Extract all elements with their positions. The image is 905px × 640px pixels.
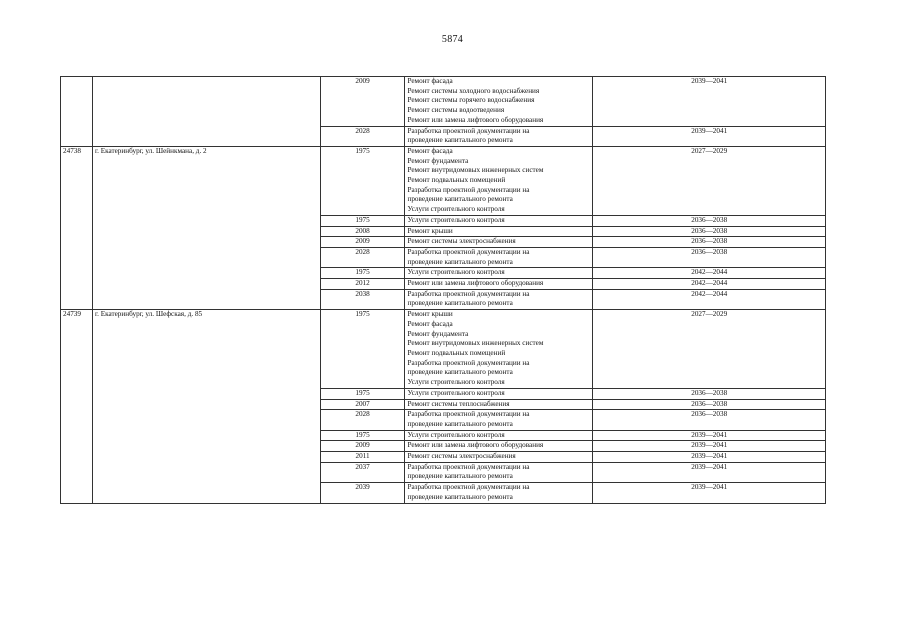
work-item: Услуги строительного контроля	[407, 268, 505, 277]
work-item: Ремонт системы теплоснабжения	[407, 399, 510, 408]
period-cell: 2039—2041	[593, 430, 826, 441]
table-row	[61, 77, 826, 127]
work-item: Ремонт системы водоотведения	[407, 106, 505, 115]
period-cell: 2039—2041	[593, 77, 826, 127]
address-cell: г. Екатеринбург, ул. Шейнкмана, д. 2	[92, 146, 320, 309]
work-item: Разработка проектной документации на	[407, 410, 530, 419]
year-cell: 2028	[320, 410, 405, 430]
works-cell	[405, 289, 593, 309]
work-item: Ремонт фундамента	[407, 329, 469, 338]
year-cell: 2037	[320, 462, 405, 482]
work-item: проведение капитального ремонта	[407, 419, 513, 428]
period-cell: 2039—2041	[593, 126, 826, 146]
work-item: Ремонт крыши	[407, 310, 453, 319]
capital-repair-table	[60, 76, 826, 504]
work-item: проведение капитального ремонта	[407, 195, 513, 204]
works-cell	[405, 310, 593, 389]
table-body	[61, 77, 826, 504]
work-item: Ремонт фасада	[407, 146, 453, 155]
work-item: Ремонт фасада	[407, 319, 453, 328]
works-cell	[405, 483, 593, 503]
works-cell	[405, 462, 593, 482]
year-cell: 2008	[320, 226, 405, 237]
period-cell: 2027—2029	[593, 146, 826, 215]
period-cell: 2036—2038	[593, 399, 826, 410]
works-cell	[405, 279, 593, 290]
work-item: Ремонт подвальных помещений	[407, 176, 506, 185]
work-item: Ремонт фундамента	[407, 156, 469, 165]
works-cell	[405, 247, 593, 267]
year-cell: 2007	[320, 399, 405, 410]
work-item: проведение капитального ремонта	[407, 368, 513, 377]
work-item: проведение капитального ремонта	[407, 257, 513, 266]
period-cell: 2036—2038	[593, 226, 826, 237]
works-cell	[405, 237, 593, 248]
year-cell: 1975	[320, 146, 405, 215]
work-item: Разработка проектной документации на	[407, 185, 530, 194]
period-cell: 2042—2044	[593, 289, 826, 309]
table-row	[61, 146, 826, 215]
work-item: Разработка проектной документации на	[407, 126, 530, 135]
work-item: Разработка проектной документации на	[407, 358, 530, 367]
work-item: Ремонт внутридомовых инженерных систем	[407, 166, 544, 175]
work-item: Услуги строительного контроля	[407, 430, 505, 439]
object-id-cell: 24739	[61, 310, 93, 503]
period-cell: 2039—2041	[593, 452, 826, 463]
work-item: Ремонт системы горячего водоснабжения	[407, 96, 535, 105]
work-item: проведение капитального ремонта	[407, 136, 513, 145]
year-cell: 1975	[320, 215, 405, 226]
works-cell	[405, 226, 593, 237]
address-cell: г. Екатеринбург, ул. Шефская, д. 85	[92, 310, 320, 503]
works-cell	[405, 215, 593, 226]
year-cell: 1975	[320, 430, 405, 441]
work-item: проведение капитального ремонта	[407, 472, 513, 481]
period-cell: 2039—2041	[593, 441, 826, 452]
period-cell: 2039—2041	[593, 483, 826, 503]
year-cell: 2028	[320, 126, 405, 146]
work-item: проведение капитального ремонта	[407, 492, 513, 501]
work-item: Ремонт системы холодного водоснабжения	[407, 86, 540, 95]
work-item: Услуги строительного контроля	[407, 205, 505, 214]
works-cell	[405, 146, 593, 215]
work-item: Ремонт фасада	[407, 77, 453, 85]
object-id-cell: 24738	[61, 146, 93, 309]
work-item: Услуги строительного контроля	[407, 378, 505, 387]
works-cell	[405, 430, 593, 441]
works-cell	[405, 77, 593, 127]
year-cell: 1975	[320, 310, 405, 389]
work-item: Ремонт системы электроснабжения	[407, 237, 516, 246]
work-item: Ремонт или замена лифтового оборудования	[407, 115, 544, 124]
works-cell	[405, 441, 593, 452]
period-cell: 2036—2038	[593, 237, 826, 248]
page-number: 5874	[441, 34, 464, 45]
period-cell: 2036—2038	[593, 215, 826, 226]
works-cell	[405, 126, 593, 146]
work-item: Ремонт подвальных помещений	[407, 348, 506, 357]
period-cell: 2036—2038	[593, 410, 826, 430]
period-cell: 2027—2029	[593, 310, 826, 389]
period-cell: 2042—2044	[593, 279, 826, 290]
period-cell: 2036—2038	[593, 388, 826, 399]
work-item: Услуги строительного контроля	[407, 215, 505, 224]
works-cell	[405, 388, 593, 399]
year-cell: 2011	[320, 452, 405, 463]
year-cell: 1975	[320, 268, 405, 279]
works-cell	[405, 268, 593, 279]
work-item: Ремонт или замена лифтового оборудования	[407, 441, 544, 450]
year-cell: 2028	[320, 247, 405, 267]
work-item: Ремонт системы электроснабжения	[407, 452, 516, 461]
year-cell: 2009	[320, 237, 405, 248]
work-item: Ремонт внутридомовых инженерных систем	[407, 339, 544, 348]
address-cell	[92, 77, 320, 147]
work-item: Разработка проектной документации на	[407, 247, 530, 256]
period-cell: 2042—2044	[593, 268, 826, 279]
work-item: Ремонт крыши	[407, 226, 453, 235]
work-item: Разработка проектной документации на	[407, 483, 530, 492]
period-cell: 2036—2038	[593, 247, 826, 267]
work-item: Ремонт или замена лифтового оборудования	[407, 279, 544, 288]
works-cell	[405, 399, 593, 410]
work-item: Разработка проектной документации на	[407, 462, 530, 471]
works-cell	[405, 452, 593, 463]
year-cell: 2012	[320, 279, 405, 290]
table-row	[61, 310, 826, 389]
year-cell: 1975	[320, 388, 405, 399]
period-cell: 2039—2041	[593, 462, 826, 482]
work-item: Разработка проектной документации на	[407, 289, 530, 298]
year-cell: 2038	[320, 289, 405, 309]
work-item: Услуги строительного контроля	[407, 388, 505, 397]
object-id-cell	[61, 77, 93, 147]
works-cell	[405, 410, 593, 430]
year-cell: 2009	[320, 441, 405, 452]
year-cell: 2039	[320, 483, 405, 503]
year-cell: 2009	[320, 77, 405, 127]
work-item: проведение капитального ремонта	[407, 299, 513, 308]
